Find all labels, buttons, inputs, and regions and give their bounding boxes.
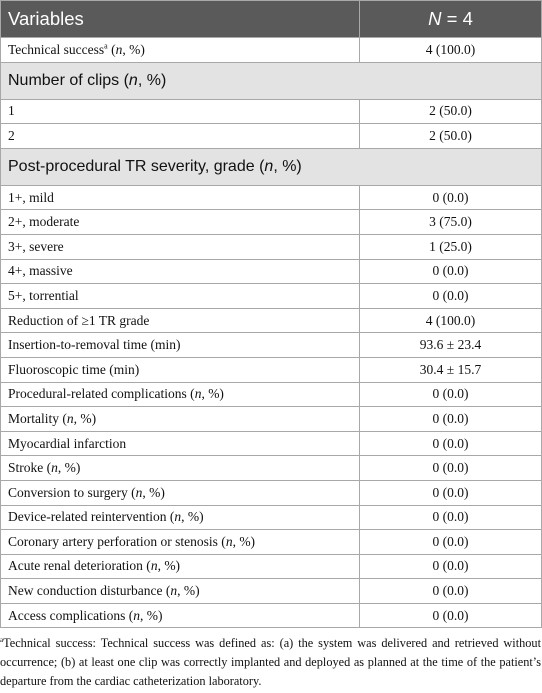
row-label bbox=[1, 407, 360, 432]
paren-close: , %) bbox=[273, 157, 302, 175]
row-value: 2 (50.0) bbox=[360, 99, 542, 124]
n-header-symbol: N bbox=[428, 8, 442, 29]
variables-header: Variables bbox=[1, 1, 360, 38]
row-value: 3 (75.0) bbox=[360, 210, 542, 235]
row-label bbox=[1, 210, 360, 235]
n-symbol: n bbox=[174, 509, 182, 525]
n-symbol: n bbox=[133, 607, 140, 623]
paren-close: , %) bbox=[232, 533, 256, 549]
paren-close: , %) bbox=[181, 509, 204, 525]
complication-row bbox=[1, 456, 542, 481]
row-label bbox=[1, 431, 360, 456]
footnote-text: Technical success: Technical success was defined as: (a) the system was delivered and retrieved without occurrence; (b) at least one clip was correctly implanted and deployed as planned at the time of the patient’s departure from the cardiac catheterization laboratory. bbox=[0, 636, 541, 688]
row-value: 0 (0.0) bbox=[360, 382, 542, 407]
section-heading-clips bbox=[1, 62, 542, 99]
tr-grade-row bbox=[1, 234, 542, 259]
row-label bbox=[1, 603, 360, 628]
technical-success-text: Technical success bbox=[8, 41, 105, 57]
row-value: 0 (0.0) bbox=[360, 431, 542, 456]
n-header-count: = 4 bbox=[441, 8, 473, 29]
n-symbol: n bbox=[135, 484, 143, 500]
complication-row bbox=[1, 505, 542, 530]
row-label-text: 2+, moderate bbox=[8, 214, 80, 230]
row-label bbox=[1, 456, 360, 481]
row-label-text: Procedural-related complications ( bbox=[8, 386, 195, 402]
row-value: 93.6 ± 23.4 bbox=[360, 333, 542, 358]
row-label bbox=[1, 382, 360, 407]
row-value: 0 (0.0) bbox=[360, 456, 542, 481]
n-symbol: n bbox=[128, 71, 138, 89]
row-value: 2 (50.0) bbox=[360, 124, 542, 149]
paren-close: , %) bbox=[142, 484, 165, 500]
row-value: 0 (0.0) bbox=[360, 185, 542, 210]
section-label: Number of clips ( bbox=[8, 71, 129, 89]
n-symbol: n bbox=[66, 410, 74, 426]
n-symbol: n bbox=[225, 533, 233, 549]
row-label-text: 1+, mild bbox=[8, 189, 54, 205]
row-label bbox=[1, 505, 360, 530]
row-label bbox=[1, 554, 360, 579]
outcome-row bbox=[1, 308, 542, 333]
footnote-marker: a bbox=[104, 41, 108, 51]
n-symbol: n bbox=[150, 558, 158, 574]
complication-row bbox=[1, 554, 542, 579]
technical-success-value: 4 (100.0) bbox=[360, 38, 542, 63]
complication-row bbox=[1, 382, 542, 407]
paren-close: , %) bbox=[177, 583, 200, 599]
row-label-text: 1 bbox=[8, 103, 15, 119]
section-row-clips bbox=[1, 62, 542, 99]
row-label-text: Device-related reintervention ( bbox=[8, 509, 175, 525]
row-label-text: Insertion-to-removal time (min) bbox=[8, 337, 181, 353]
complication-row bbox=[1, 407, 542, 432]
row-value: 30.4 ± 15.7 bbox=[360, 357, 542, 382]
row-value: 0 (0.0) bbox=[360, 603, 542, 628]
row-value: 0 (0.0) bbox=[360, 505, 542, 530]
complication-row bbox=[1, 530, 542, 555]
n-symbol: n bbox=[170, 583, 178, 599]
row-label bbox=[1, 480, 360, 505]
complication-row bbox=[1, 603, 542, 628]
clip-count-row bbox=[1, 99, 542, 124]
complication-row bbox=[1, 480, 542, 505]
tr-grade-row bbox=[1, 284, 542, 309]
n-symbol: n bbox=[51, 460, 58, 476]
row-label-text: New conduction disturbance ( bbox=[8, 583, 171, 599]
row-label bbox=[1, 185, 360, 210]
row-value: 0 (0.0) bbox=[360, 284, 542, 309]
paren-close: , %) bbox=[73, 410, 97, 426]
row-value: 4 (100.0) bbox=[360, 308, 542, 333]
technical-success-row bbox=[1, 38, 542, 63]
paren-close: , %) bbox=[139, 607, 163, 623]
outcome-rows bbox=[1, 185, 542, 628]
paren-close: , %) bbox=[201, 386, 224, 402]
row-label-text: 2 bbox=[8, 127, 15, 143]
tr-grade-row bbox=[1, 210, 542, 235]
row-label-text: Reduction of ≥1 TR grade bbox=[8, 312, 150, 328]
paren-close: , %) bbox=[157, 558, 181, 574]
outcome-row bbox=[1, 357, 542, 382]
technical-success-label bbox=[1, 38, 360, 63]
row-value: 0 (0.0) bbox=[360, 480, 542, 505]
row-label bbox=[1, 284, 360, 309]
n-symbol: n bbox=[194, 386, 202, 402]
row-label-text: Acute renal deterioration ( bbox=[8, 558, 151, 574]
row-value: 0 (0.0) bbox=[360, 579, 542, 604]
row-value: 0 (0.0) bbox=[360, 407, 542, 432]
complication-row bbox=[1, 579, 542, 604]
section-heading-tr-severity bbox=[1, 148, 542, 185]
row-label bbox=[1, 259, 360, 284]
outcome-row bbox=[1, 333, 542, 358]
row-label-text: Myocardial infarction bbox=[8, 435, 127, 451]
clips-rows bbox=[1, 99, 542, 148]
row-label bbox=[1, 357, 360, 382]
paren-close: , %) bbox=[137, 71, 167, 89]
row-label-text: 4+, massive bbox=[8, 263, 73, 279]
n-header bbox=[360, 1, 542, 38]
row-label bbox=[1, 530, 360, 555]
row-value: 0 (0.0) bbox=[360, 554, 542, 579]
row-label-text: 5+, torrential bbox=[8, 287, 79, 303]
row-value: 1 (25.0) bbox=[360, 234, 542, 259]
row-label-text: Stroke ( bbox=[8, 460, 52, 476]
complication-row bbox=[1, 431, 542, 456]
row-value: 0 (0.0) bbox=[360, 259, 542, 284]
tr-grade-row bbox=[1, 259, 542, 284]
n-symbol: n bbox=[115, 41, 123, 57]
paren-close: , %) bbox=[57, 460, 81, 476]
row-value: 0 (0.0) bbox=[360, 530, 542, 555]
row-label bbox=[1, 308, 360, 333]
tr-grade-row bbox=[1, 185, 542, 210]
row-label bbox=[1, 124, 360, 149]
clip-count-row bbox=[1, 124, 542, 149]
row-label bbox=[1, 99, 360, 124]
row-label-text: Access complications ( bbox=[8, 607, 134, 623]
table-footnote bbox=[0, 634, 541, 691]
row-label-text: Fluoroscopic time (min) bbox=[8, 361, 140, 377]
row-label bbox=[1, 234, 360, 259]
paren-close: , %) bbox=[122, 41, 145, 57]
footnote-marker: a bbox=[0, 635, 4, 644]
paren-open: ( bbox=[107, 41, 116, 57]
section-row-tr-severity bbox=[1, 148, 542, 185]
n-symbol: n bbox=[264, 157, 274, 175]
row-label-text: Conversion to surgery ( bbox=[8, 484, 136, 500]
table-header-row bbox=[1, 1, 542, 38]
row-label bbox=[1, 579, 360, 604]
row-label-text: Mortality ( bbox=[8, 410, 67, 426]
section-label: Post-procedural TR severity, grade ( bbox=[8, 157, 265, 175]
row-label bbox=[1, 333, 360, 358]
row-label-text: Coronary artery perforation or stenosis ( bbox=[8, 533, 226, 549]
row-label-text: 3+, severe bbox=[8, 238, 64, 254]
